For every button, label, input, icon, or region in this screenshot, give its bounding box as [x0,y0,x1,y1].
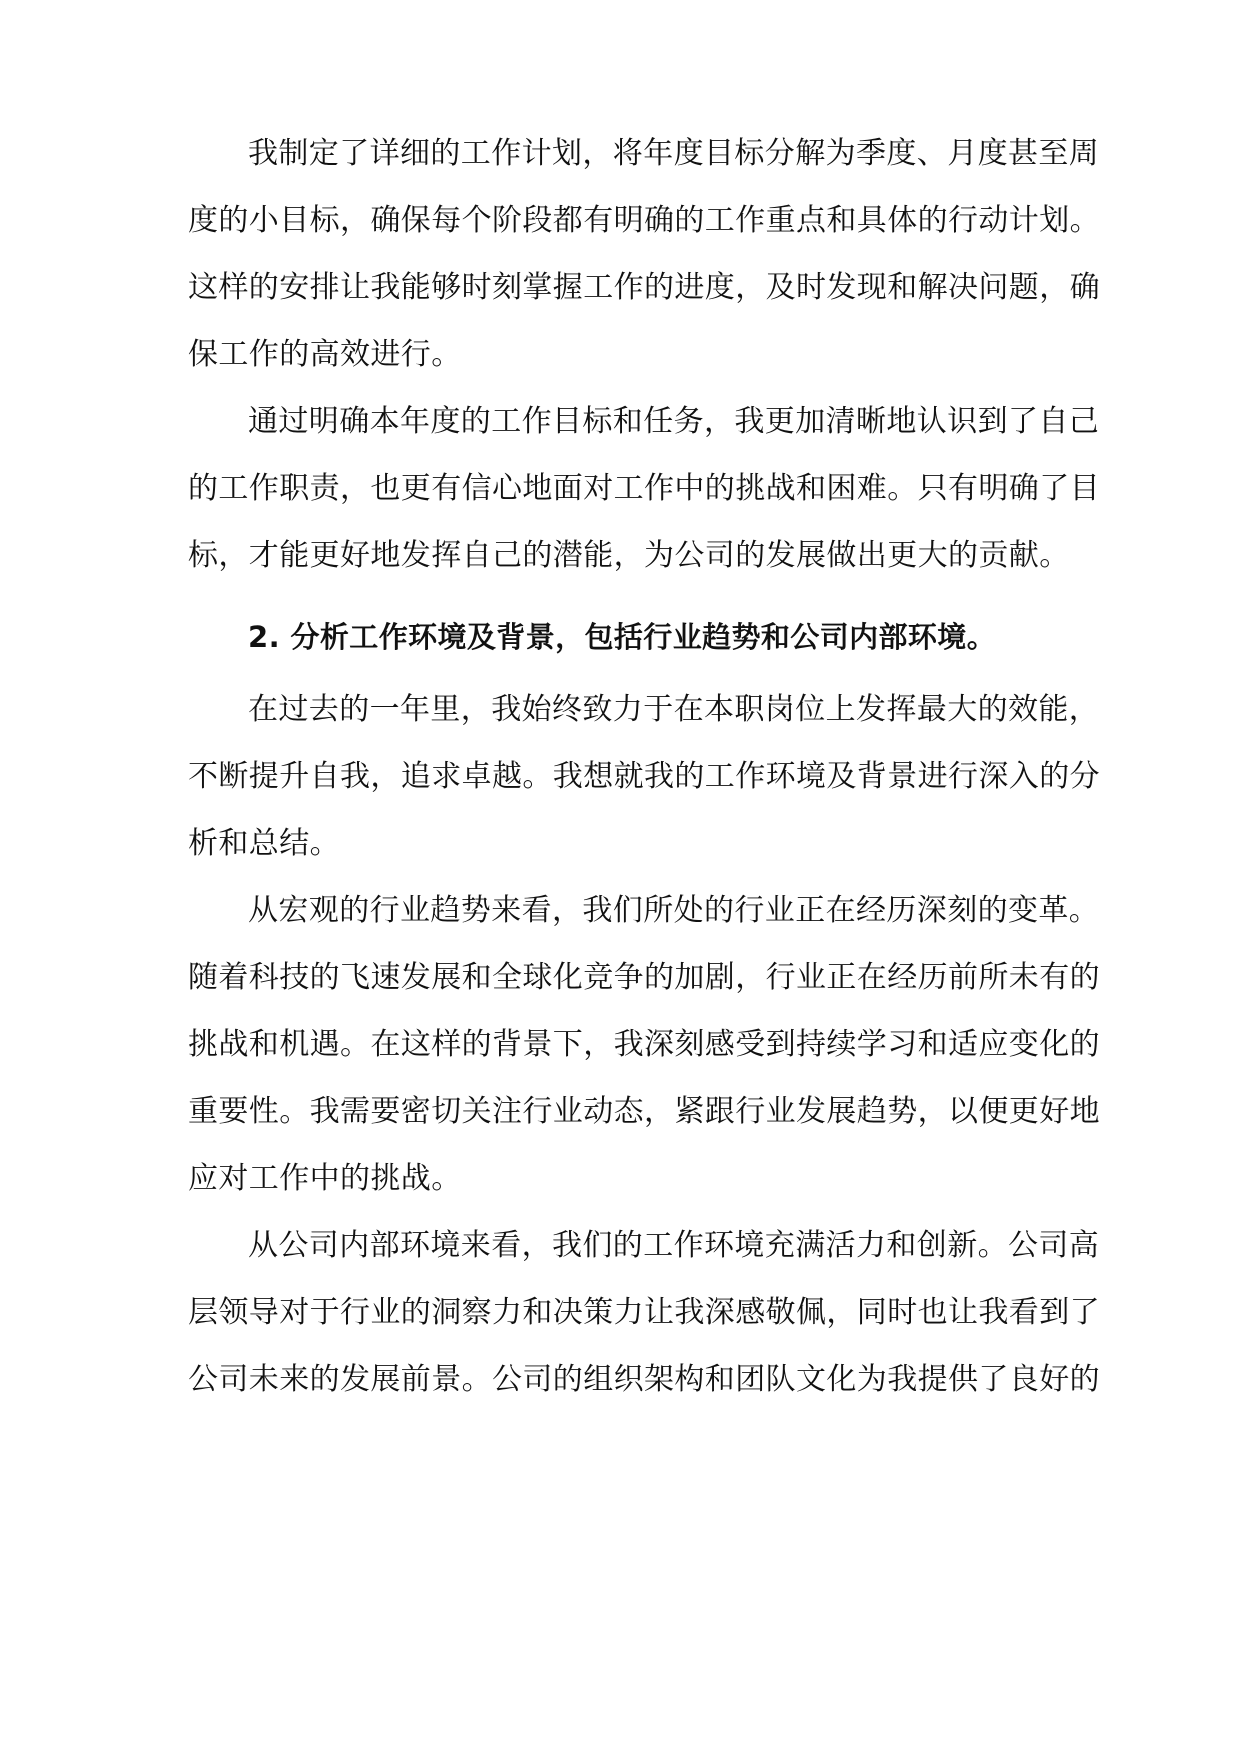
paragraph-1-line-3: 这样的安排让我能够时刻掌握工作的进度，及时发现和解决问题，确 [188,270,1100,305]
paragraph-4-line-5: 应对工作中的挑战。 [188,1161,462,1196]
paragraph-5-line-1: 从公司内部环境来看，我们的工作环境充满活力和创新。公司高 [248,1228,1100,1263]
paragraph-1-line-2: 度的小目标，确保每个阶段都有明确的工作重点和具体的行动计划。 [188,203,1100,238]
paragraph-1-line-4: 保工作的高效进行。 [188,337,462,372]
paragraph-1-line-1: 我制定了详细的工作计划，将年度目标分解为季度、月度甚至周 [248,136,1100,171]
paragraph-2-line-3: 标，才能更好地发挥自己的潜能，为公司的发展做出更大的贡献。 [188,538,1070,573]
paragraph-3-line-2: 不断提升自我，追求卓越。我想就我的工作环境及背景进行深入的分 [188,759,1100,794]
paragraph-4-line-1: 从宏观的行业趋势来看，我们所处的行业正在经历深刻的变革。 [248,893,1100,928]
paragraph-5-line-2: 层领导对于行业的洞察力和决策力让我深感敬佩，同时也让我看到了 [188,1295,1100,1330]
section-heading: 2. 分析工作环境及背景，包括行业趋势和公司内部环境。 [248,620,997,654]
paragraph-5-line-3: 公司未来的发展前景。公司的组织架构和团队文化为我提供了良好的 [188,1362,1100,1397]
paragraph-4-line-2: 随着科技的飞速发展和全球化竞争的加剧，行业正在经历前所未有的 [188,960,1100,995]
paragraph-3-line-3: 析和总结。 [188,826,340,861]
paragraph-2-line-2: 的工作职责，也更有信心地面对工作中的挑战和困难。只有明确了目 [188,471,1100,506]
paragraph-2-line-1: 通过明确本年度的工作目标和任务，我更加清晰地认识到了自己 [248,404,1100,439]
paragraph-3-line-1: 在过去的一年里，我始终致力于在本职岗位上发挥最大的效能， [248,692,1100,727]
paragraph-4-line-4: 重要性。我需要密切关注行业动态，紧跟行业发展趋势，以便更好地 [188,1094,1100,1129]
paragraph-4-line-3: 挑战和机遇。在这样的背景下，我深刻感受到持续学习和适应变化的 [188,1027,1100,1062]
